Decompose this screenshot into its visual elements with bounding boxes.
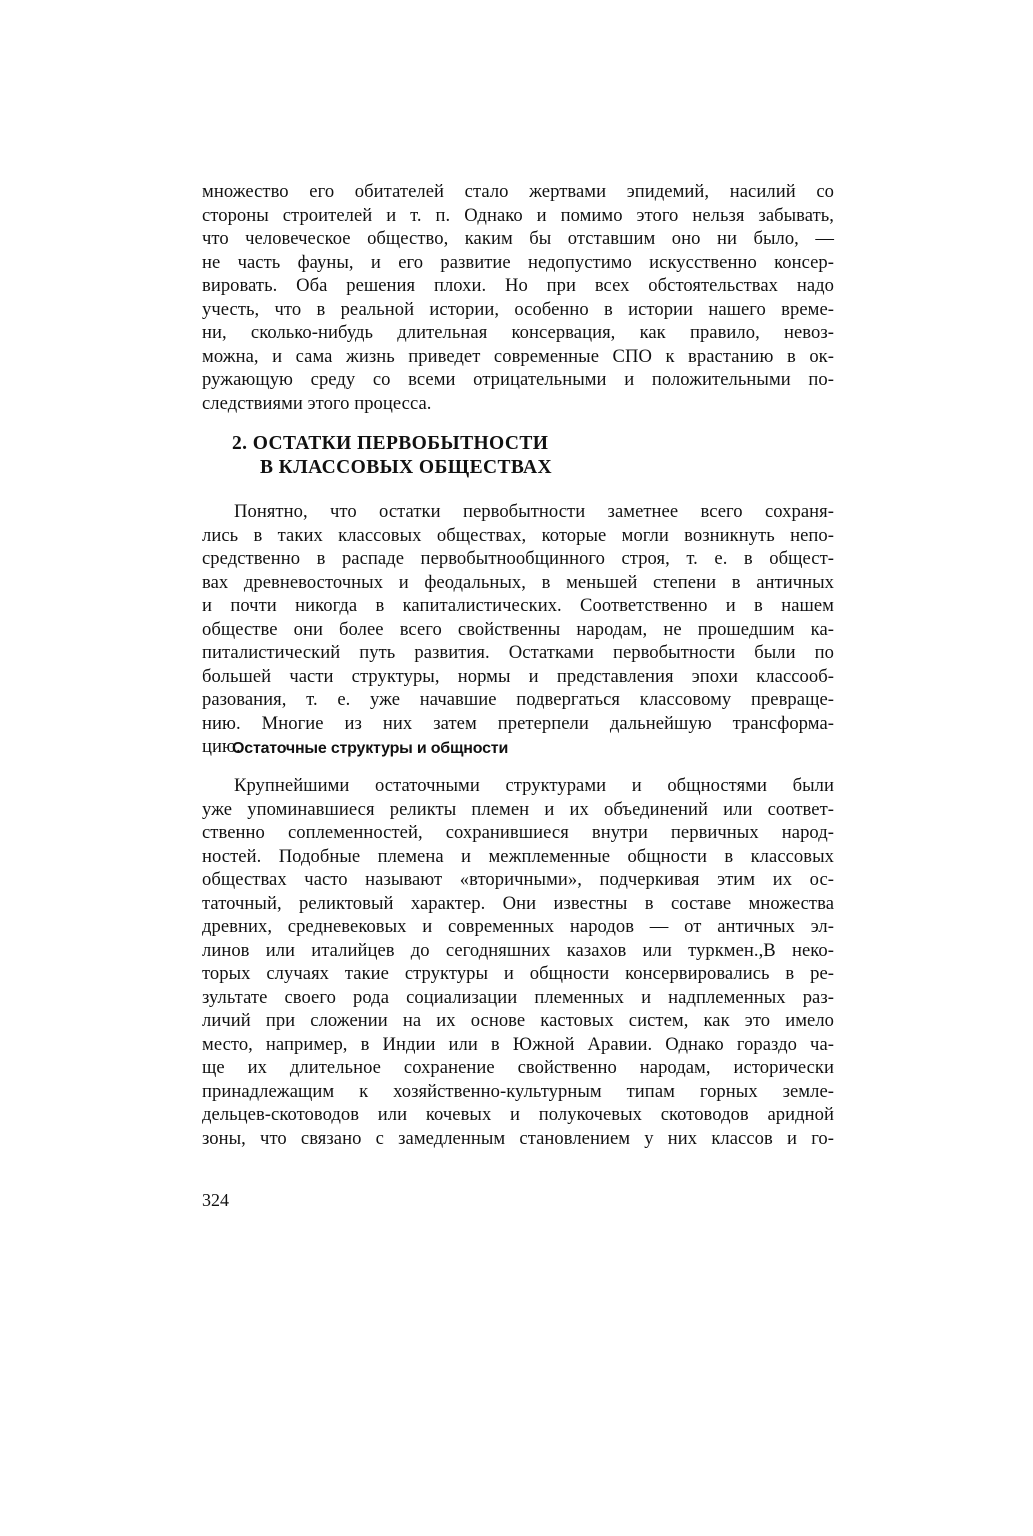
text-line: таточный, реликтовый характер. Они известны в составе множества (202, 892, 834, 914)
text-line: Крупнейшими остаточными структурами и общностями были (234, 775, 834, 796)
text-line: лись в таких классовых обществах, которые могли возникнуть непо- (202, 524, 834, 546)
text-line: дельцев-скотоводов или кочевых и полукочевых скотоводов аридной (202, 1104, 834, 1125)
text-line: обществах часто называют «вторичными», подчеркивая этим их ос- (202, 869, 834, 890)
text-line: ни, сколько-нибудь длительная консервация, как правило, невоз- (202, 322, 834, 343)
text-line: обществе они более всего свойственны народам, не прошедшим ка- (202, 618, 834, 640)
text-line: большей части структуры, нормы и представления эпохи классооб- (202, 665, 834, 687)
text-line: разования, т. е. уже начавшие подвергаться классовому превраще- (202, 689, 834, 710)
text-line: личий при сложении на их основе кастовых систем, как это имело (202, 1010, 834, 1031)
text-line: и почти никогда в капиталистических. Соответственно и в нашем (202, 595, 834, 616)
text-line: древних, средневековых и современных народов — от античных эл- (202, 916, 834, 937)
section-heading (232, 432, 832, 480)
text-line: стороны строителей и т. п. Однако и помимо этого нельзя забывать, (202, 204, 834, 226)
text-line: место, например, в Индии или в Южной Аравии. Однако гораздо ча- (202, 1033, 834, 1055)
text-line: цию. (202, 736, 241, 757)
paragraph-continued (202, 180, 834, 415)
text-line: ственно соплеменностей, сохранившиеся внутри первичных народ- (202, 822, 834, 843)
text-line: что человеческое общество, каким бы отставшим оно ни было, — (202, 228, 834, 249)
text-line: множество его обитателей стало жертвами эпидемий, насилий со (202, 181, 834, 202)
text-line: принадлежащим к хозяйственно-культурным типам горных земле- (202, 1080, 834, 1102)
text-line: учесть, что в реальной истории, особенно в истории нашего време- (202, 298, 834, 320)
section-heading-line: 2. ОСТАТКИ ПЕРВОБЫТНОСТИ (232, 433, 549, 454)
text-line: зоны, что связано с замедленным становлением у них классов и го- (202, 1127, 834, 1149)
text-line: зультате своего рода социализации племенных и надплеменных раз- (202, 986, 834, 1008)
text-line: уже упоминавшиеся реликты племен и их объединений или соответ- (202, 798, 834, 820)
text-line: вировать. Оба решения плохи. Но при всех обстоятельствах надо (202, 275, 834, 296)
text-line: ностей. Подобные племена и межплеменные общности в классовых (202, 845, 834, 867)
text-line: линов или италийцев до сегодняшних казахов или туркмен.,В неко- (202, 939, 834, 961)
paragraph-section-intro (202, 500, 834, 759)
text-line: ще их длительное сохранение свойственно народам, исторически (202, 1057, 834, 1078)
text-line: ружающую среду со всеми отрицательными и положительными по- (202, 369, 834, 390)
text-line: можна, и сама жизнь приведет современные СПО к врастанию в ок- (202, 345, 834, 367)
text-line: средственно в распаде первобытнообщинного строя, т. е. в общест- (202, 548, 834, 569)
text-line: вах древневосточных и феодальных, в меньшей степени в античных (202, 571, 834, 593)
paragraph-subsection (202, 774, 834, 1150)
text-line: нию. Многие из них затем претерпели дальнейшую трансформа- (202, 712, 834, 734)
text-line: не часть фауны, и его развитие недопустимо искусственно консер- (202, 251, 834, 273)
text-line: следствиями этого процесса. (202, 392, 432, 414)
text-line: торых случаях такие структуры и общности консервировались в ре- (202, 963, 834, 984)
section-heading-line: В КЛАССОВЫХ ОБЩЕСТВАХ (260, 457, 553, 478)
text-line: Понятно, что остатки первобытности заметнее всего сохраня- (234, 501, 834, 522)
subsection-heading: Остаточные структуры и общности (232, 740, 509, 757)
text-line: питалистический путь развития. Остатками первобытности были по (202, 642, 834, 663)
page-number: 324 (202, 1190, 229, 1210)
